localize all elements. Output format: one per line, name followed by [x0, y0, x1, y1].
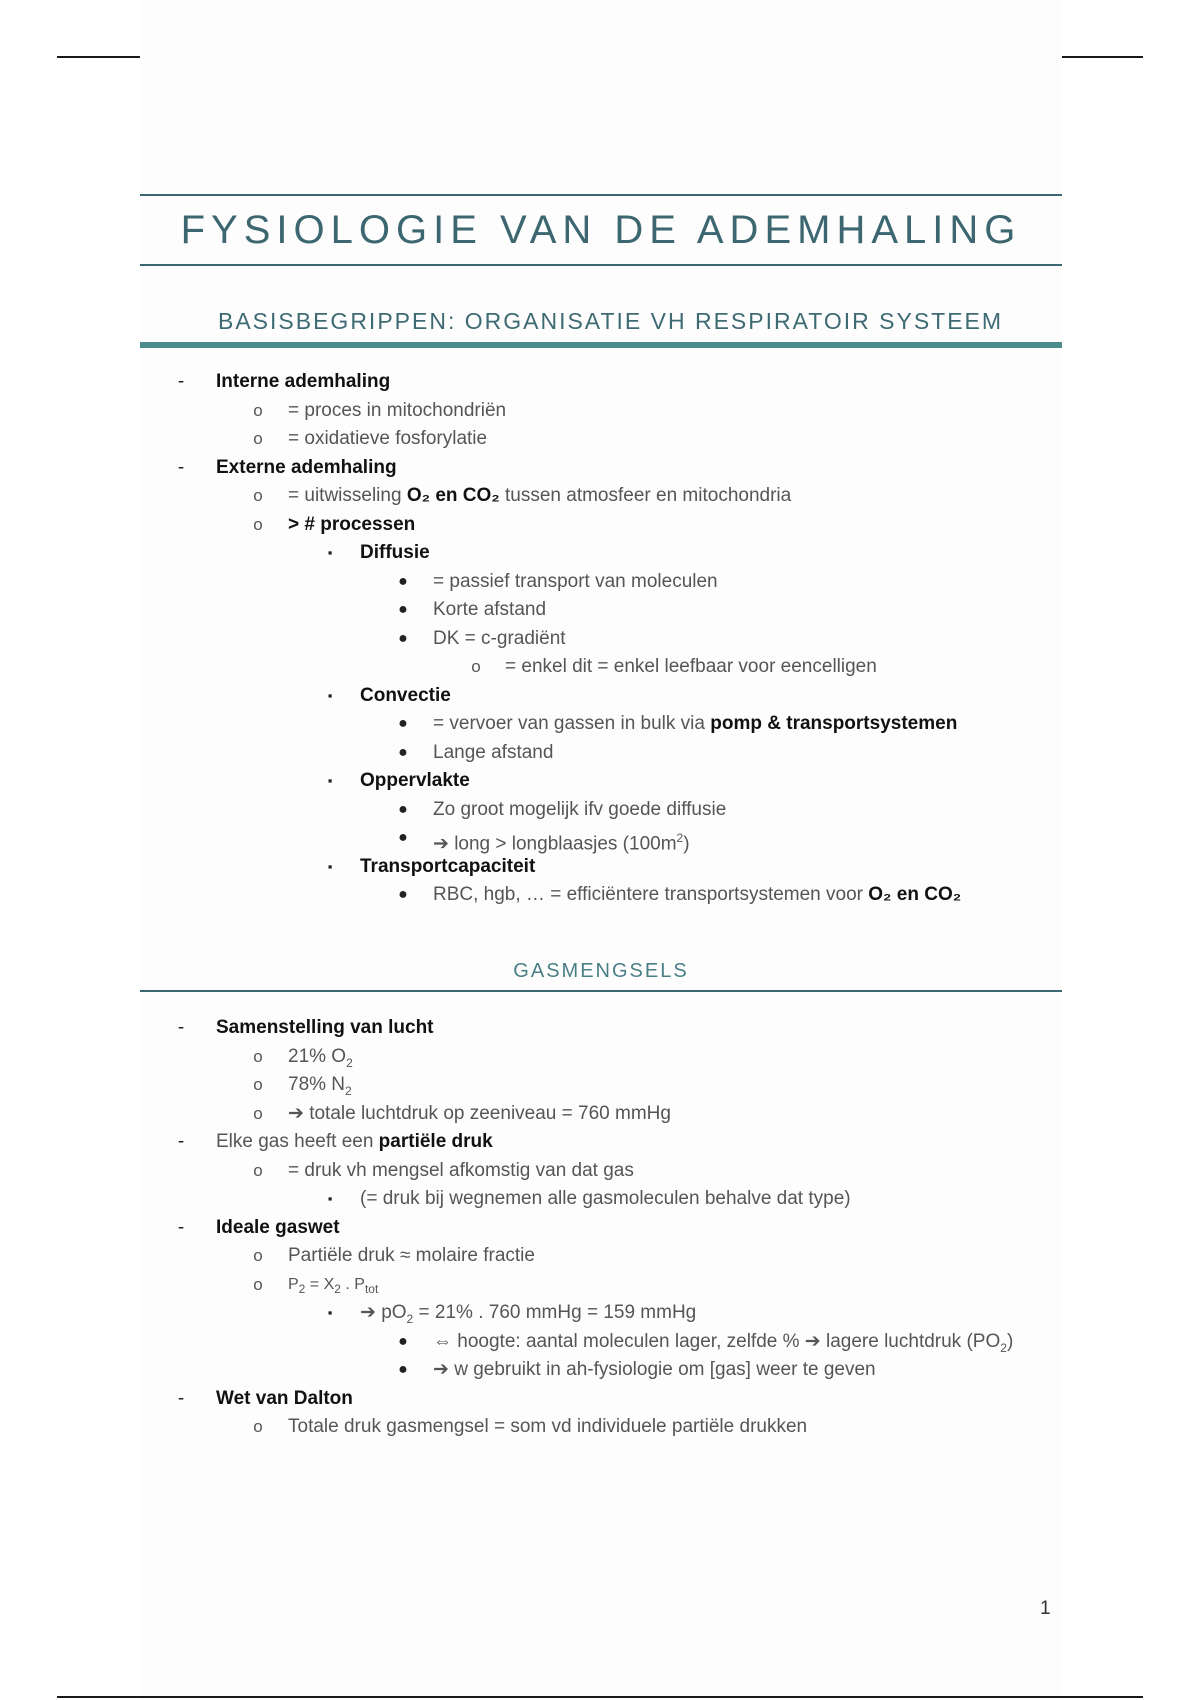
- dash-marker: -: [177, 371, 185, 392]
- list-item: [0, 425, 1200, 454]
- circle-marker: o: [253, 400, 263, 420]
- text-segment: P: [288, 1275, 299, 1293]
- list-item: [0, 767, 1200, 796]
- list-item: [0, 1413, 1200, 1442]
- bullet-marker: ●: [398, 601, 408, 618]
- dash-marker: -: [177, 1387, 185, 1409]
- circle-marker: o: [253, 1103, 263, 1123]
- item-text: (= druk bij wegnemen alle gasmoleculen behalve dat type): [360, 1188, 851, 1209]
- list-item: [0, 1214, 1200, 1243]
- item-text: [288, 482, 791, 511]
- list-item: [0, 824, 1200, 853]
- item-text: ➔ w gebruikt in ah-fysiologie om [gas] weer te geven: [433, 1359, 876, 1380]
- list-item: [0, 853, 1200, 882]
- list-item: [0, 1356, 1200, 1385]
- bullet-marker: ●: [398, 629, 408, 647]
- list-item: [0, 482, 1200, 511]
- bullet-marker: ●: [398, 1332, 408, 1350]
- item-text: [433, 881, 961, 910]
- list-item: [0, 1100, 1200, 1129]
- item-text: Lange afstand: [433, 741, 554, 763]
- item-text: Interne ademhaling: [216, 371, 391, 392]
- item-text: = oxidatieve fosforylatie: [288, 428, 488, 449]
- item-text: Oppervlakte: [360, 770, 470, 791]
- square-marker: ▪: [327, 858, 333, 874]
- list-item: [0, 1043, 1200, 1072]
- square-marker: ▪: [327, 1191, 333, 1206]
- bold-segment: partiële druk: [378, 1131, 493, 1152]
- section-heading-text: GASMENGSELS: [513, 960, 689, 982]
- item-text: Externe ademhaling: [216, 456, 397, 478]
- text-segment: . P: [340, 1275, 365, 1293]
- list-item: [0, 1185, 1200, 1214]
- list-item: [0, 1299, 1200, 1328]
- superscript: 2: [676, 831, 684, 845]
- document-title: FYSIOLOGIE VAN DE ADEMHALING: [180, 207, 1022, 252]
- item-text: = passief transport van moleculen: [433, 570, 718, 592]
- list-item: [0, 881, 1200, 910]
- text-segment: 21% O: [288, 1045, 347, 1067]
- item-text: DK = c-gradiënt: [433, 627, 566, 649]
- subscript: 2: [1000, 1340, 1007, 1355]
- text-segment: ): [683, 833, 690, 855]
- square-marker: ▪: [327, 1305, 333, 1320]
- text-segment: Elke gas heeft een: [216, 1131, 379, 1152]
- list-item: [0, 511, 1200, 540]
- circle-marker: o: [253, 1075, 263, 1094]
- item-text: Convectie: [360, 684, 451, 706]
- bullet-marker: ●: [398, 829, 408, 846]
- circle-marker: o: [253, 1160, 263, 1180]
- subscript: 2: [346, 1055, 353, 1070]
- item-text: Diffusie: [360, 542, 430, 563]
- circle-marker: o: [253, 1046, 263, 1066]
- item-text: Totale druk gasmengsel = som vd individuele partiële drukken: [288, 1416, 808, 1437]
- list-item: [0, 539, 1200, 568]
- page-bottom-rule: [57, 1696, 1143, 1698]
- text-segment: ⇔ hoogte: aantal moleculen lager, zelfde % ➔ lagere luchtdruk (PO: [433, 1330, 1001, 1352]
- item-text: Korte afstand: [433, 599, 547, 620]
- bullet-marker: ●: [398, 572, 408, 590]
- list-item: [0, 596, 1200, 625]
- item-text: [216, 1128, 493, 1157]
- subscript: 2: [345, 1083, 352, 1098]
- subscript: 2: [298, 1281, 306, 1296]
- subscript: tot: [364, 1281, 379, 1296]
- item-text: = druk vh mengsel afkomstig van dat gas: [288, 1159, 634, 1181]
- list-item: [0, 682, 1200, 711]
- list-item: [0, 1128, 1200, 1157]
- text-segment: tussen atmosfeer en mitochondria: [499, 485, 792, 506]
- text-segment: = vervoer van gassen in bulk via: [433, 713, 711, 734]
- list-item: [0, 568, 1200, 597]
- text-segment: ): [1006, 1330, 1014, 1352]
- bullet-marker: ●: [398, 800, 408, 818]
- section-heading-rule: [140, 990, 1062, 992]
- list-item: [0, 1242, 1200, 1271]
- dash-marker: -: [177, 456, 185, 478]
- list-item: [0, 1385, 1200, 1414]
- list-item: [0, 1271, 1200, 1300]
- circle-marker: o: [253, 486, 263, 505]
- bold-segment: O₂ en CO₂: [868, 884, 962, 905]
- text-segment: RBC, hgb, … = efficiëntere transportsystemen voor: [433, 884, 869, 905]
- list-item: [0, 710, 1200, 739]
- item-text: Wet van Dalton: [216, 1387, 353, 1409]
- list-item: [0, 653, 1200, 682]
- list-gasmengsels: [0, 1014, 1200, 1442]
- dash-marker: -: [177, 1017, 185, 1038]
- circle-marker: o: [471, 657, 481, 676]
- dash-marker: -: [177, 1131, 185, 1152]
- title-box: [140, 194, 1062, 266]
- list-item: [0, 796, 1200, 825]
- square-marker: ▪: [327, 687, 333, 703]
- bullet-marker: ●: [398, 743, 408, 761]
- circle-marker: o: [253, 429, 263, 448]
- section-heading-gasmengsels: [140, 958, 1062, 992]
- section-heading-text: BASISBEGRIPPEN: ORGANISATIE VH RESPIRATOIR SYSTEEM: [218, 308, 1004, 334]
- circle-marker: o: [253, 1246, 263, 1265]
- list-item: [0, 1071, 1200, 1100]
- list-item: [0, 397, 1200, 426]
- text-segment: ➔ pO: [360, 1302, 407, 1323]
- list-item: [0, 1157, 1200, 1186]
- list-item: [0, 454, 1200, 483]
- list-basisbegrippen: [0, 368, 1200, 910]
- circle-marker: o: [253, 1274, 263, 1294]
- text-segment: ➔ long > longblaasjes (100m: [433, 833, 677, 855]
- item-text: [433, 710, 957, 739]
- list-item: [0, 1328, 1200, 1357]
- bullet-marker: ●: [398, 715, 408, 732]
- square-marker: ▪: [327, 773, 333, 788]
- text-segment: = uitwisseling: [288, 485, 407, 506]
- text-segment: = X: [305, 1275, 335, 1293]
- item-text: = enkel dit = enkel leefbaar voor eencelligen: [505, 656, 877, 677]
- item-text: = proces in mitochondriën: [288, 399, 507, 421]
- bullet-marker: ●: [398, 1361, 408, 1378]
- circle-marker: o: [253, 1417, 263, 1436]
- section-heading-rule: [140, 342, 1062, 348]
- list-item: [0, 368, 1200, 397]
- text-segment: 78% N: [288, 1074, 346, 1095]
- item-text: Partiële druk ≈ molaire fractie: [288, 1245, 535, 1266]
- item-text: > # processen: [288, 513, 416, 535]
- bold-segment: pomp & transportsystemen: [710, 713, 958, 734]
- subscript: 2: [334, 1281, 341, 1296]
- bullet-marker: ●: [398, 886, 408, 903]
- subscript: 2: [406, 1311, 414, 1326]
- bold-segment: O₂ en CO₂: [406, 485, 500, 506]
- circle-marker: o: [253, 514, 263, 534]
- section-heading-basisbegrippen: [140, 300, 1062, 348]
- text-segment: = 21% . 760 mmHg = 159 mmHg: [413, 1302, 697, 1323]
- list-item: [0, 739, 1200, 768]
- dash-marker: -: [177, 1216, 185, 1238]
- item-text: Transportcapaciteit: [360, 855, 536, 877]
- item-text: ➔ totale luchtdruk op zeeniveau = 760 mmHg: [288, 1102, 671, 1124]
- item-text: Zo groot mogelijk ifv goede diffusie: [433, 798, 727, 820]
- square-marker: ▪: [327, 545, 333, 560]
- item-text: Samenstelling van lucht: [216, 1017, 434, 1038]
- list-item: [0, 625, 1200, 654]
- list-item: [0, 1014, 1200, 1043]
- page-number: 1: [1040, 1598, 1051, 1619]
- item-text: Ideale gaswet: [216, 1216, 340, 1238]
